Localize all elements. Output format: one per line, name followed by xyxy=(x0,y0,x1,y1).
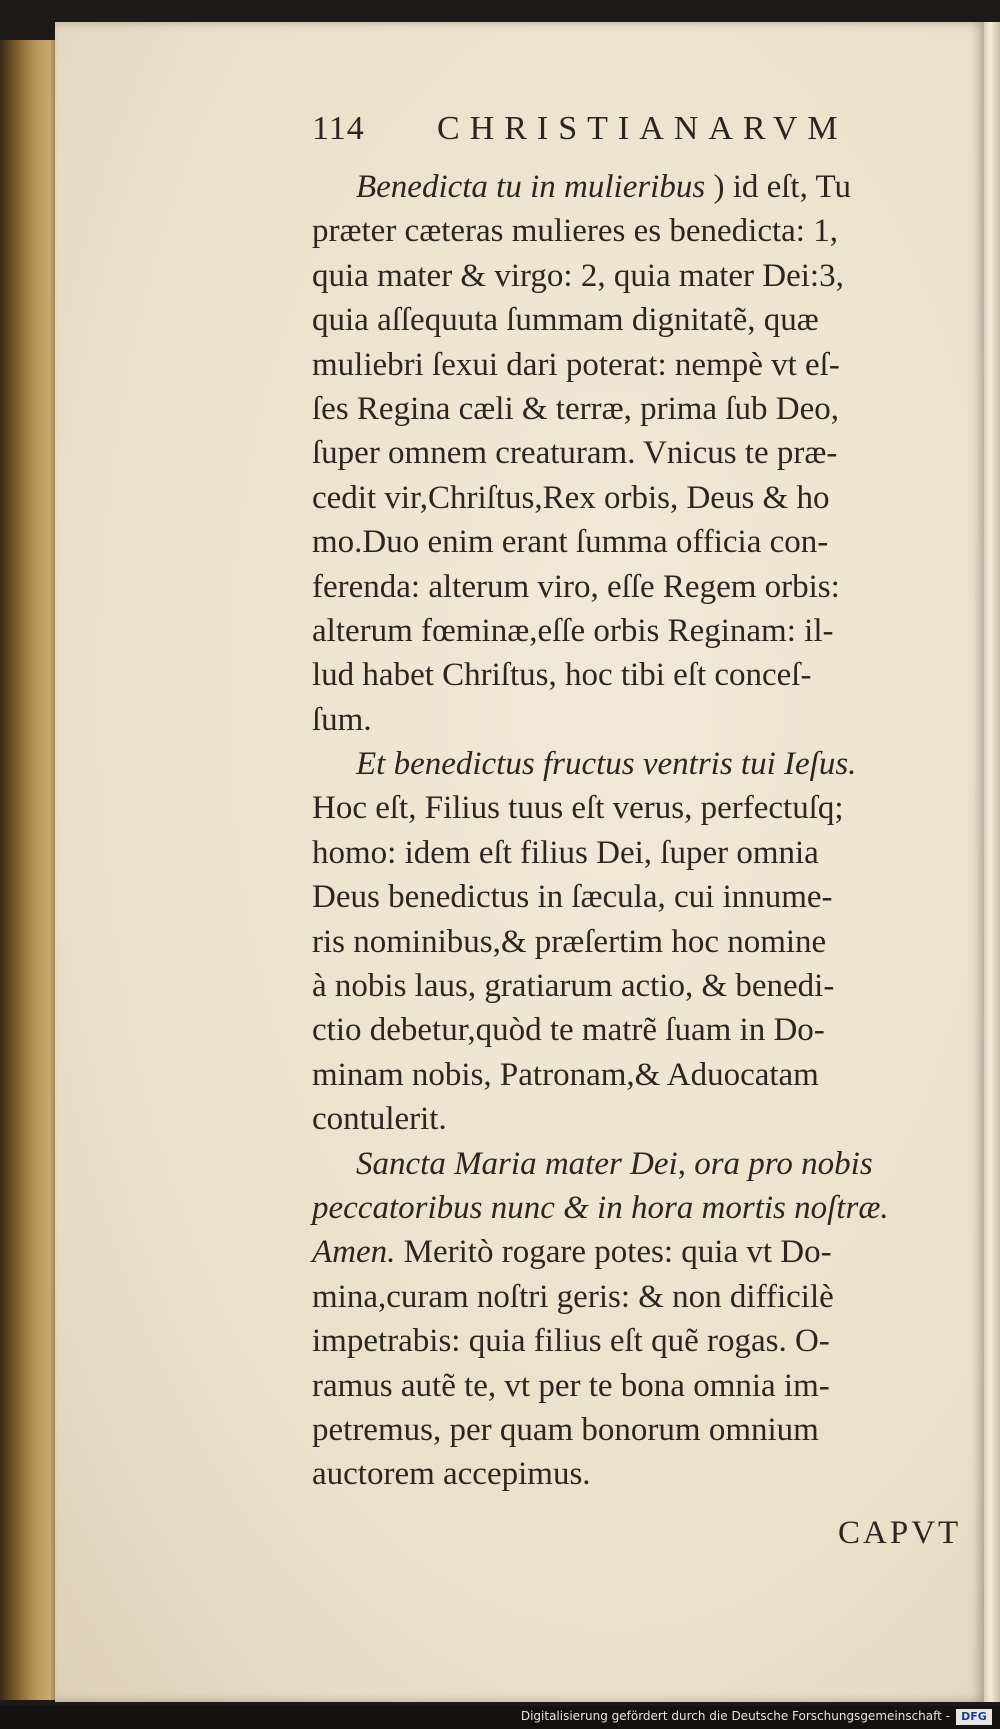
text-line xyxy=(312,1097,967,1141)
text-line xyxy=(312,565,967,609)
italic-text: Amen. xyxy=(312,1234,396,1271)
roman-text: ferenda: alterum viro, eſſe Regem orbis: xyxy=(312,568,840,605)
roman-text: mo.Duo enim erant ſumma officia con- xyxy=(312,524,829,561)
running-title: CHRISTIANARVM xyxy=(437,110,848,147)
text-line xyxy=(312,786,967,830)
text-line xyxy=(312,1230,967,1274)
roman-text: ris nominibus,& præſertim hoc nomine xyxy=(312,923,827,960)
roman-text: cedit vir,Chriſtus,Rex orbis, Deus & ho xyxy=(312,479,830,516)
roman-text: Meritò rogare potes: quia vt Do- xyxy=(395,1234,832,1271)
roman-text: muliebri ſexui dari poterat: nempè vt eſ- xyxy=(312,346,840,383)
roman-text: alterum fœminæ,eſſe orbis Reginam: il- xyxy=(312,612,834,649)
roman-text: à nobis laus, gratiarum actio, & benedi- xyxy=(312,968,835,1005)
text-line xyxy=(312,653,967,697)
footer-credit: Digitalisierung gefördert durch die Deutsche Forschungsgemeinschaft - xyxy=(520,1709,950,1723)
roman-text: minam nobis, Patronam,& Aduocatam xyxy=(312,1056,819,1093)
roman-text: auctorem accepimus. xyxy=(312,1456,591,1493)
roman-text: petremus, per quam bonorum omnium xyxy=(312,1411,819,1448)
text-line xyxy=(312,698,967,742)
italic-text: ora pro nobis xyxy=(694,1145,873,1182)
text-line xyxy=(312,875,967,919)
text-line xyxy=(312,298,967,342)
roman-text: ramus autẽ te, vt per te bona omnia im- xyxy=(312,1367,830,1404)
roman-text: ctio debetur,quòd te matrẽ ſuam in Do- xyxy=(312,1012,825,1049)
text-line xyxy=(312,1142,967,1186)
text-line xyxy=(312,1452,967,1496)
roman-text: ſes Regina cæli & terræ, prima ſub Deo, xyxy=(312,390,839,427)
text-line xyxy=(312,387,967,431)
page-edge xyxy=(984,22,1000,1702)
text-line xyxy=(312,165,967,209)
italic-text: Benedicta tu in mulieribus xyxy=(356,169,706,205)
roman-text: quia aſſequuta ſummam dignitatẽ, quæ xyxy=(312,302,819,339)
roman-text: præter cæteras mulieres es benedicta: 1, xyxy=(312,213,838,250)
text-line xyxy=(312,1364,967,1408)
text-line xyxy=(312,1319,967,1363)
roman-text: lud habet Chriſtus, hoc tibi eſt conceſ- xyxy=(312,657,812,694)
roman-text: homo: idem eſt filius Dei, ſuper omnia xyxy=(312,834,819,871)
roman-text: quia mater & virgo: 2, quia mater Dei:3, xyxy=(312,257,844,294)
page-number: 114 xyxy=(312,110,365,147)
text-line xyxy=(312,831,967,875)
roman-text: Hoc eſt, Filius tuus eſt verus, perfectuſq; xyxy=(312,790,844,827)
text-line xyxy=(312,209,967,253)
text-line xyxy=(312,1275,967,1319)
roman-text: Deus benedictus in ſæcula, cui innume- xyxy=(312,879,833,916)
text-line xyxy=(312,964,967,1008)
roman-text: ) id eſt, Tu xyxy=(705,169,851,205)
text-line xyxy=(312,476,967,520)
text-line xyxy=(312,742,967,786)
text-line xyxy=(312,1053,967,1097)
body-text xyxy=(312,165,967,1497)
text-line xyxy=(312,1186,967,1230)
italic-text: Sancta Maria mater Dei xyxy=(356,1145,678,1182)
text-line xyxy=(312,609,967,653)
roman-text: contulerit. xyxy=(312,1101,447,1138)
italic-text: Et benedictus fructus ventris tui Ieſus. xyxy=(356,746,857,783)
text-line xyxy=(312,1408,967,1452)
text-line xyxy=(312,520,967,564)
footer-bar xyxy=(0,1706,1000,1729)
text-line xyxy=(312,343,967,387)
dfg-logo-icon: DFG xyxy=(956,1709,992,1725)
page-header xyxy=(312,110,932,158)
roman-text: ſuper omnem creaturam. Vnicus te præ- xyxy=(312,435,838,472)
roman-text: ſum. xyxy=(312,701,372,738)
text-line xyxy=(312,920,967,964)
roman-text: mina,curam noſtri geris: & non difficilè xyxy=(312,1278,834,1315)
text-line xyxy=(312,254,967,298)
catchword: CAPVT xyxy=(838,1515,962,1551)
text-line xyxy=(312,431,967,475)
italic-text: peccatoribus nunc & in hora mortis noſtræ. xyxy=(312,1189,889,1226)
roman-text: impetrabis: quia filius eſt quẽ rogas. O- xyxy=(312,1323,830,1360)
text-line xyxy=(312,1008,967,1052)
book-spine xyxy=(0,40,58,1700)
roman-text: , xyxy=(677,1145,695,1182)
